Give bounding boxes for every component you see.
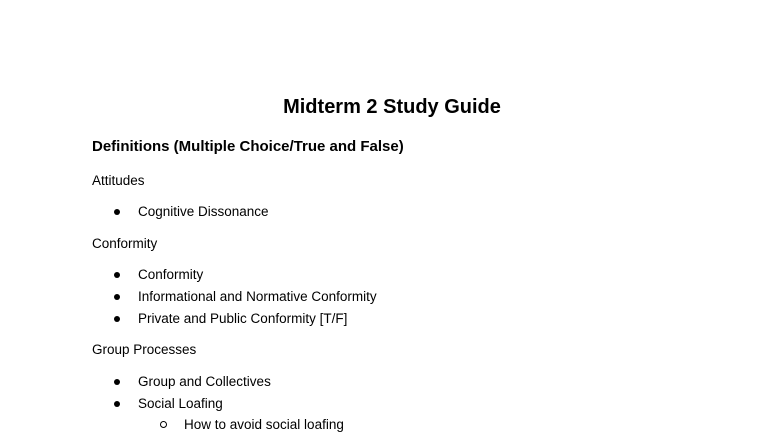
bullet-icon [114, 401, 120, 407]
sub-list-item-text: How to avoid social loafing [184, 417, 344, 432]
bullet-icon [114, 209, 120, 215]
list-item [92, 373, 592, 391]
list-item [92, 266, 592, 284]
definitions-heading: Definitions (Multiple Choice/True and False) [92, 138, 404, 155]
list-item [92, 203, 592, 221]
sub-list-item [92, 416, 592, 434]
list-item-text: Social Loafing [138, 396, 223, 411]
list-item-text: Conformity [138, 267, 204, 282]
list-item-text: Private and Public Conformity [T/F] [138, 311, 348, 326]
bullet-icon [114, 294, 120, 300]
bullet-icon [114, 272, 120, 278]
list-item-text: Group and Collectives [138, 374, 271, 389]
list-item [92, 395, 592, 413]
list-item [92, 310, 592, 328]
list-item [92, 288, 592, 306]
bullet-icon [114, 316, 120, 322]
section-label-group-processes: Group Processes [92, 342, 197, 357]
list-item-text: Informational and Normative Conformity [138, 289, 377, 304]
list-item-text: Cognitive Dissonance [138, 204, 269, 219]
hollow-bullet-icon [160, 421, 167, 428]
page-title: Midterm 2 Study Guide [283, 96, 501, 118]
bullet-icon [114, 379, 120, 385]
section-label-attitudes: Attitudes [92, 173, 145, 188]
section-label-conformity: Conformity [92, 236, 158, 251]
